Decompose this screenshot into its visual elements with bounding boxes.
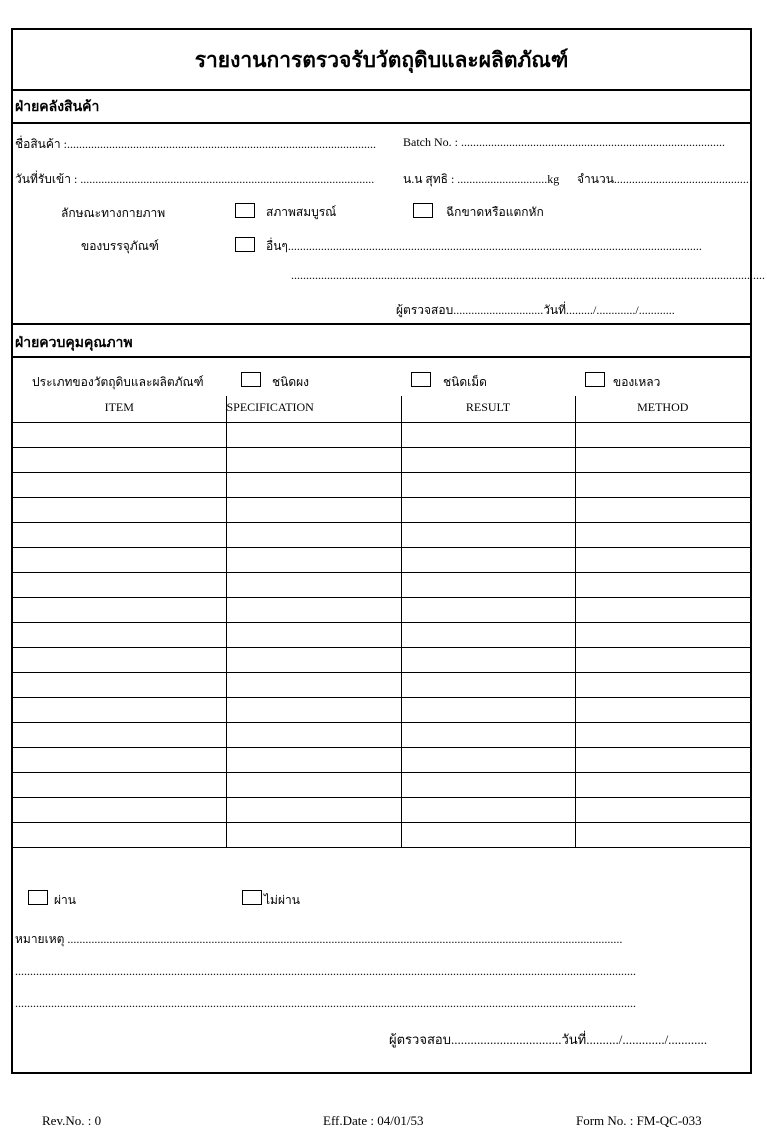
product-name-field[interactable]: ชื่อสินค้า :....................................................................................................... bbox=[15, 137, 376, 151]
form-number: Form No. : FM-QC-033 bbox=[576, 1113, 702, 1128]
physical-label: ลักษณะทางกายภาพ bbox=[61, 206, 166, 220]
method-cell[interactable] bbox=[575, 647, 750, 672]
remark-line[interactable]: ............................................................................................................................................................................................................... bbox=[15, 996, 636, 1010]
liquid-checkbox[interactable] bbox=[585, 372, 605, 387]
specification-cell[interactable] bbox=[226, 697, 401, 722]
column-header-method: METHOD bbox=[575, 396, 750, 422]
table-row bbox=[13, 672, 750, 697]
item-cell[interactable] bbox=[13, 472, 226, 497]
specification-cell[interactable] bbox=[226, 622, 401, 647]
result-cell[interactable] bbox=[401, 672, 575, 697]
effective-date: Eff.Date : 04/01/53 bbox=[323, 1113, 424, 1128]
method-cell[interactable] bbox=[575, 622, 750, 647]
specification-cell[interactable] bbox=[226, 522, 401, 547]
table-row bbox=[13, 797, 750, 822]
result-cell[interactable] bbox=[401, 472, 575, 497]
item-cell[interactable] bbox=[13, 422, 226, 447]
fail-label: ไม่ผ่าน bbox=[264, 893, 300, 907]
result-cell[interactable] bbox=[401, 597, 575, 622]
pass-checkbox[interactable] bbox=[28, 890, 48, 905]
item-cell[interactable] bbox=[13, 697, 226, 722]
method-cell[interactable] bbox=[575, 447, 750, 472]
method-cell[interactable] bbox=[575, 747, 750, 772]
method-cell[interactable] bbox=[575, 597, 750, 622]
table-row bbox=[13, 622, 750, 647]
divider bbox=[13, 89, 750, 91]
warehouse-section-title: ฝ่ายคลังสินค้า bbox=[15, 100, 100, 115]
table-row bbox=[13, 647, 750, 672]
table-row bbox=[13, 697, 750, 722]
item-cell[interactable] bbox=[13, 497, 226, 522]
method-cell[interactable] bbox=[575, 797, 750, 822]
qc-results-table bbox=[13, 396, 750, 848]
table-body bbox=[13, 422, 750, 847]
item-cell[interactable] bbox=[13, 647, 226, 672]
method-cell[interactable] bbox=[575, 822, 750, 847]
quantity-field[interactable]: จำนวน............................................. bbox=[577, 172, 749, 186]
result-cell[interactable] bbox=[401, 572, 575, 597]
batch-no-field[interactable]: Batch No. : ........................................................................................ bbox=[403, 135, 725, 149]
specification-cell[interactable] bbox=[226, 797, 401, 822]
method-cell[interactable] bbox=[575, 522, 750, 547]
other-line[interactable]: .............................................................................................................................................................. bbox=[291, 268, 765, 282]
form-frame bbox=[11, 28, 765, 1074]
result-cell[interactable] bbox=[401, 722, 575, 747]
method-cell[interactable] bbox=[575, 497, 750, 522]
item-cell[interactable] bbox=[13, 672, 226, 697]
method-cell[interactable] bbox=[575, 722, 750, 747]
specification-cell[interactable] bbox=[226, 772, 401, 797]
qc-section-title: ฝ่ายควบคุมคุณภาพ bbox=[15, 336, 133, 351]
complete-checkbox[interactable] bbox=[235, 203, 255, 218]
column-header-item: ITEM bbox=[13, 396, 226, 422]
result-cell[interactable] bbox=[401, 772, 575, 797]
table-row bbox=[13, 722, 750, 747]
table-row bbox=[13, 547, 750, 572]
table-row bbox=[13, 497, 750, 522]
remark-line[interactable]: ............................................................................................................................................................................................................... bbox=[15, 964, 636, 978]
result-cell[interactable] bbox=[401, 522, 575, 547]
table-row bbox=[13, 522, 750, 547]
complete-label: สภาพสมบูรณ์ bbox=[266, 205, 337, 219]
divider bbox=[13, 356, 750, 358]
specification-cell[interactable] bbox=[226, 672, 401, 697]
specification-cell[interactable] bbox=[226, 722, 401, 747]
table-row bbox=[13, 822, 750, 847]
specification-cell[interactable] bbox=[226, 472, 401, 497]
table-row bbox=[13, 447, 750, 472]
table-row bbox=[13, 572, 750, 597]
specification-cell[interactable] bbox=[226, 747, 401, 772]
table-row bbox=[13, 597, 750, 622]
pellet-label: ชนิดเม็ด bbox=[443, 375, 487, 389]
warehouse-inspector-line[interactable]: ผู้ตรวจสอบ..............................วันที่........./............./............ bbox=[396, 303, 675, 317]
qc-inspector-line[interactable]: ผู้ตรวจสอบ..................................วันที่........../............./............ bbox=[389, 1032, 708, 1047]
method-cell[interactable] bbox=[575, 422, 750, 447]
method-cell[interactable] bbox=[575, 547, 750, 572]
form-title: รายงานการตรวจรับวัตถุดิบและผลิตภัณฑ์ bbox=[194, 48, 569, 72]
method-cell[interactable] bbox=[575, 672, 750, 697]
table-row bbox=[13, 772, 750, 797]
specification-cell[interactable] bbox=[226, 597, 401, 622]
material-type-label: ประเภทของวัตถุดิบและผลิตภัณฑ์ bbox=[32, 375, 204, 389]
specification-cell[interactable] bbox=[226, 422, 401, 447]
specification-cell[interactable] bbox=[226, 547, 401, 572]
method-cell[interactable] bbox=[575, 472, 750, 497]
damaged-label: ฉีกขาดหรือแตกหัก bbox=[446, 205, 544, 219]
divider bbox=[13, 323, 750, 325]
result-cell[interactable] bbox=[401, 497, 575, 522]
result-cell[interactable] bbox=[401, 622, 575, 647]
other-checkbox[interactable] bbox=[235, 237, 255, 252]
result-cell[interactable] bbox=[401, 547, 575, 572]
specification-cell[interactable] bbox=[226, 822, 401, 847]
item-cell[interactable] bbox=[13, 522, 226, 547]
specification-cell[interactable] bbox=[226, 647, 401, 672]
specification-cell[interactable] bbox=[226, 497, 401, 522]
result-cell[interactable] bbox=[401, 747, 575, 772]
method-cell[interactable] bbox=[575, 772, 750, 797]
item-cell[interactable] bbox=[13, 547, 226, 572]
result-cell[interactable] bbox=[401, 697, 575, 722]
revision-number: Rev.No. : 0 bbox=[42, 1113, 102, 1128]
powder-checkbox[interactable] bbox=[241, 372, 261, 387]
item-cell[interactable] bbox=[13, 772, 226, 797]
item-cell[interactable] bbox=[13, 747, 226, 772]
remark-field[interactable]: หมายเหตุ ......................................................................................................................................................................................... bbox=[15, 932, 623, 946]
item-cell[interactable] bbox=[13, 447, 226, 472]
item-cell[interactable] bbox=[13, 822, 226, 847]
liquid-label: ของเหลว bbox=[613, 375, 661, 389]
result-cell[interactable] bbox=[401, 422, 575, 447]
net-weight-field[interactable]: น.น สุทธิ : ..............................kg bbox=[403, 172, 560, 186]
table-header-row bbox=[13, 396, 750, 422]
specification-cell[interactable] bbox=[226, 447, 401, 472]
received-date-field[interactable]: วันที่รับเข้า : .................................................................................................. bbox=[15, 172, 375, 186]
column-header-specification: SPECIFICATION bbox=[226, 396, 401, 422]
divider bbox=[13, 122, 750, 124]
packaging-label: ของบรรจุภัณฑ์ bbox=[81, 239, 159, 253]
result-cell[interactable] bbox=[401, 447, 575, 472]
pellet-checkbox[interactable] bbox=[411, 372, 431, 387]
table-row bbox=[13, 472, 750, 497]
other-field[interactable]: อื่นๆ.......................................................................................................................................... bbox=[266, 239, 702, 253]
table-row bbox=[13, 747, 750, 772]
result-cell[interactable] bbox=[401, 797, 575, 822]
fail-checkbox[interactable] bbox=[242, 890, 262, 905]
specification-cell[interactable] bbox=[226, 572, 401, 597]
method-cell[interactable] bbox=[575, 697, 750, 722]
item-cell[interactable] bbox=[13, 572, 226, 597]
pass-label: ผ่าน bbox=[54, 893, 76, 907]
result-cell[interactable] bbox=[401, 822, 575, 847]
damaged-checkbox[interactable] bbox=[413, 203, 433, 218]
powder-label: ชนิดผง bbox=[272, 375, 310, 389]
result-cell[interactable] bbox=[401, 647, 575, 672]
item-cell[interactable] bbox=[13, 722, 226, 747]
table-row bbox=[13, 422, 750, 447]
item-cell[interactable] bbox=[13, 797, 226, 822]
item-cell[interactable] bbox=[13, 597, 226, 622]
method-cell[interactable] bbox=[575, 572, 750, 597]
item-cell[interactable] bbox=[13, 622, 226, 647]
column-header-result: RESULT bbox=[401, 396, 575, 422]
